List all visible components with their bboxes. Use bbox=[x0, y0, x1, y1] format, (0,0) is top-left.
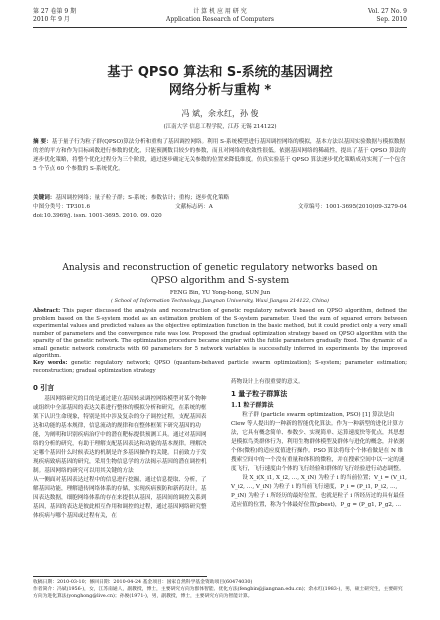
keywords-zh bbox=[33, 194, 407, 203]
affiliation-zh: (江南大学 信息工程学院，江苏 无锡 214122) bbox=[163, 124, 277, 130]
footnote-dates-funding: 收稿日期：2010-03-10；修回日期：2010-04-24 基金项目：国家自然科学基金资助项目(60474030) bbox=[33, 580, 253, 585]
paper-title-zh-line1: 基于 QPSO 算法和 S-系统的基因调控 bbox=[107, 65, 333, 80]
paper-title-en bbox=[0, 262, 440, 288]
authors-zh: 冯 斌，余永红，孙 俊 bbox=[181, 109, 259, 118]
header-journal-zh: 计 算 机 应 用 研 究 bbox=[193, 8, 247, 15]
abstract-en-text: This paper discussed the analysis and reconstruction of genetic regulatory network based on QPSO algorithm, defined the problem based on the S-system model as an estimation problem of the S-system parameter. Used the sum of squared errors between experimental values and predicted values as the objective optimization function in the basic method, but it could predict only a very small number of parameters and the convergence rate was low. Proposed the gradual optimization strategy based on QPSO algorithm with the sparsity of the genetic network. The optimization procedure became simpler with the futile parameters gradually fixed. The dynamic of a small genetic network constructs with 60 parameters for 5 network variables is successfully inferred in experiments by the improved algorithm. bbox=[33, 308, 407, 359]
header-journal-en: Application Research of Computers bbox=[165, 16, 275, 23]
body-paragraph-continued: 从一侧面对基因表达过程中的信息进行挖掘，通过信息提取、分析，了解基因功能，理解遗传网络体系的存储，实现疾病预防和新药设计。基因表达数据，细胞网络体系的存在来提供从基因，基因间的调控关系到基因，基因的表达是彼此相互作用和调控的过程，通过基因网络研究整体疾病与哪个基因或过程有关，在 bbox=[33, 477, 207, 519]
body-paragraph: 基因网络研究的目的是通过建立基因转录调控网络模型对某个物种或组织中全部基因的表达关系进行整体的模拟分析和研究，在系统的框架下认识生命现象，特别是其中涉及复杂的分子调控过程，支配基因表达和功能的基本规律，信息流动的规律和在整体框架下研究基因的功能，为阐明和识别疾病治疗中的潜在靶标提供预测工具。通过对基因网络的分析的研究，有助于理解支配基因表达和功能的基本规律。理解决定哪个基因什么时候表达的机制是许多基因操作的关键。目前致力于发现疾病致病基因的研究，采用生物信息学的方法揭示基因的潜在调控机制。基因网络的研究可以用其关键的方法 bbox=[33, 396, 207, 474]
keywords-en bbox=[33, 360, 407, 375]
article-number: 文章编号：1001-3695(2010)09-3279-04 bbox=[297, 204, 407, 210]
body-paragraph: 粒子群 (particle swarm optimization, PSO) [1] 算法是由 Clew 等人提出的一种新的智能优化算法。作为一种新型的进化计算方法，它具有概念简单、参数少、实现简单、运算速度快等优点，其思想是模拟鸟类群体行为，利用生物群体模型及群体与进化的概念，并依据个体(微粒)的适应度值进行操作。PSO 算法将每个个体看做是在 N 维搜索空间中的一个没有重量和体积的微粒，并在搜索空间中以一定的速度飞行，飞行速度由个体的飞行经验和群体的飞行经验进行动态调整。 bbox=[231, 412, 405, 472]
body-paragraph: 设 X_i(X_i1, X_i2, …, X_iN) 为粒子 i 的当前位置；V_i = (V_i1, V_i2, …, V_iN) 为粒子 i 的当前飞行速度，P_i = (P_i1, P_i2, …, P_iN) 为粒子 i 所经历的最好位置，也就是粒子 i 所经历过的具有最佳适应值的位置，称为个体最好位置(pbest)，P_g = (P_g1, P_g2, … bbox=[231, 475, 407, 508]
header-date-en-line: Sep. 2010 bbox=[376, 16, 407, 23]
section-1-title: 1 量子粒子群算法 bbox=[231, 390, 288, 398]
keywords-zh-label: 关键词： bbox=[33, 195, 56, 201]
paper-title-en-line1: Analysis and reconstruction of genetic regulatory networks based on bbox=[62, 263, 378, 273]
section-0-title: 0 引言 bbox=[33, 384, 55, 392]
section-1-1-title: 1.1 粒子群算法 bbox=[231, 402, 274, 409]
keywords-en-text: genetic regulatory network; QPSO (quantum-behaved particle swarm optimization); S-system; parameter estimation; reconstruction; gradual optimization strategy bbox=[33, 360, 407, 374]
abstract-en bbox=[33, 308, 407, 361]
header-volume-line: 第 27 卷第 9 期 bbox=[33, 8, 77, 15]
abstract-zh bbox=[33, 138, 407, 174]
header-volume-en-line: Vol. 27 No. 9 bbox=[367, 8, 407, 15]
header-rule bbox=[33, 27, 407, 28]
clc-number: 中图分类号：TP301.6 bbox=[33, 204, 91, 210]
document-code: 文献标志码：A bbox=[175, 204, 213, 210]
keywords-zh-text: 基因调控网络；量子粒子群；S-系统；参数估计；重构；逐步优化策略 bbox=[55, 195, 230, 201]
affiliation-en: ( School of Information Technology, Jiangnan University, Wuxi Jiangsu 214122, China) bbox=[111, 298, 329, 304]
footnotes bbox=[33, 579, 407, 600]
keywords-en-label: Key words: bbox=[33, 360, 68, 366]
doi: doi:10.3969/j. issn. 1001-3695. 2010. 09. 020 bbox=[33, 213, 162, 219]
body-paragraph-top: 药物设计上有很重要的意义。 bbox=[231, 379, 304, 385]
abstract-zh-label: 摘 要： bbox=[33, 139, 52, 145]
body-right-column bbox=[231, 378, 407, 510]
footnote-rule bbox=[33, 576, 207, 577]
authors-en: FENG Bin, YU Yong-hong, SUN Jun bbox=[169, 290, 271, 296]
footnote-author-bio: 作者简介：冯斌(1956-)，女，江苏南通人，副教授，博士，主要研究方向为群体智能、优化方法(fengbin@jiangnan.edu.cn)；余永红(1983-)，男，硕士研究生，主要研究方向为进化算法(yonghong@live.cn)；孙俊(1971-)，男，副教授，博士，主要研究方向为智能计算。 bbox=[33, 587, 403, 599]
abstract-en-label: Abstract: bbox=[33, 308, 61, 314]
header-date-line: 2010 年 9 月 bbox=[33, 16, 70, 23]
paper-title-zh-line2: 网络分析与重构 * bbox=[168, 83, 272, 98]
paper-title-en-line2: QPSO algorithm and S-system bbox=[150, 276, 290, 286]
classification-row bbox=[33, 203, 407, 212]
abstract-zh-text: 基于量子行为粒子群(QPSO)算法分析和重构了基因调控网络。利用 S-系统模型进行基因调控网络的模拟，基本方法以基因实验数据与模拟数据的差的平方和作为目标函数进行参数的优化，只能预测数目较少的参数，而且对网络的收敛性很低。依据基因网络的稀疏性，提出了基于 QPSO 算法的逐步优化策略，将整个优化过程分为三个阶段，通过逐步确定无关参数的位置来降低维度。仿真实验基于 QPSO 算法逐步优化策略成功实现了一个包含 5 个节点 60 个参数的 S-系统优化。 bbox=[33, 139, 406, 172]
paper-title-zh bbox=[0, 64, 440, 100]
header-volume-en bbox=[368, 8, 407, 24]
body-left-column bbox=[33, 384, 209, 521]
